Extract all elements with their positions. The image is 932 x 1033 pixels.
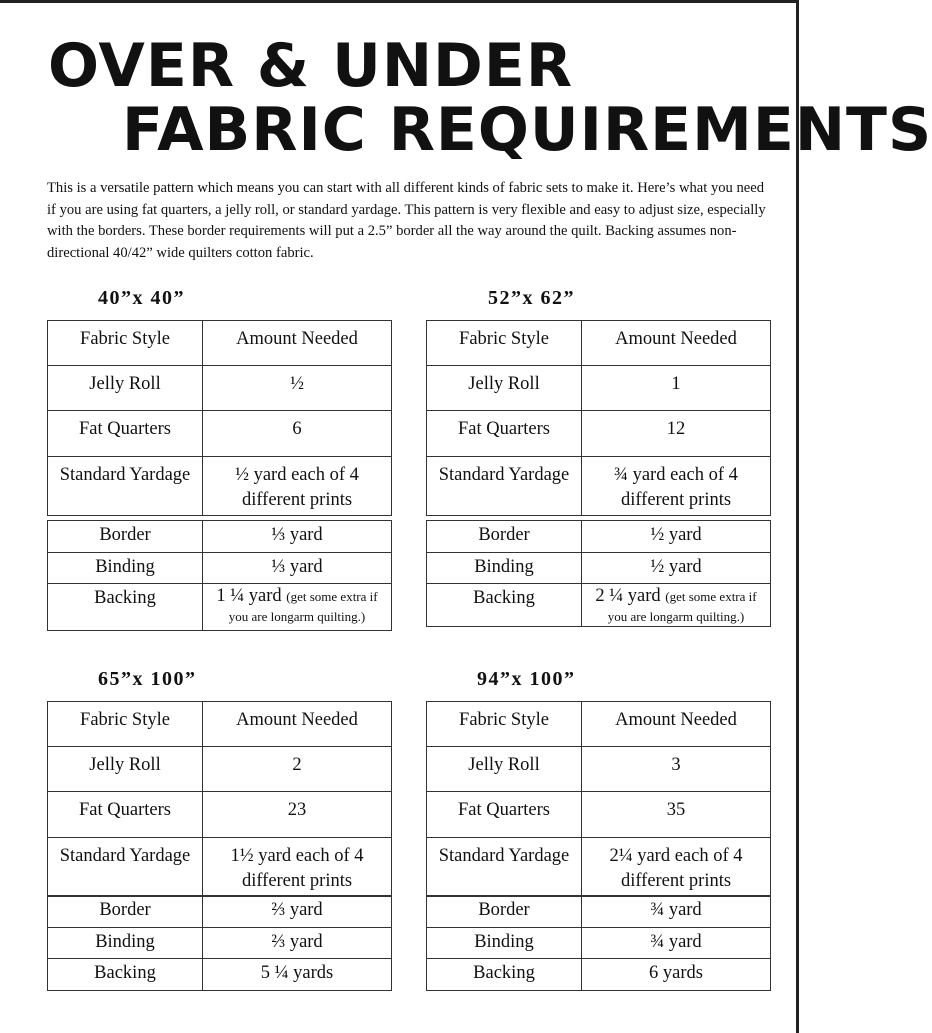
fabric-style-cell: Jelly Roll xyxy=(48,747,203,792)
fabric-requirements-table xyxy=(426,701,771,897)
fabric-style-cell: Jelly Roll xyxy=(48,366,203,411)
amount-cell xyxy=(582,896,771,928)
amount-value: ½ yard xyxy=(650,557,702,577)
table-row xyxy=(48,792,392,838)
table-row xyxy=(48,896,392,928)
amount-cell: 2 xyxy=(203,747,392,792)
table-row xyxy=(427,411,771,457)
amount-cell xyxy=(582,959,771,991)
amount-cell xyxy=(582,521,771,553)
fabric-style-cell: Standard Yardage xyxy=(427,838,582,897)
amount-cell xyxy=(582,584,771,627)
fabric-style-cell: Fat Quarters xyxy=(427,411,582,457)
amount-cell xyxy=(203,553,392,584)
table-row xyxy=(427,584,771,627)
column-header-fabric-style: Fabric Style xyxy=(48,321,203,366)
column-header-amount-needed: Amount Needed xyxy=(582,702,771,747)
amount-value: ½ yard xyxy=(650,525,702,545)
finishing-requirements-table xyxy=(47,520,392,631)
amount-cell: ¾ yard each of 4 different prints xyxy=(582,457,771,516)
fabric-style-cell: Jelly Roll xyxy=(427,366,582,411)
page-title-line-1: OVER & UNDER xyxy=(48,31,574,101)
header-row xyxy=(427,321,771,366)
amount-cell xyxy=(203,928,392,959)
finishing-item-cell: Border xyxy=(48,896,203,928)
amount-cell xyxy=(203,584,392,631)
fabric-style-cell: Standard Yardage xyxy=(427,457,582,516)
fabric-style-cell: Fat Quarters xyxy=(48,792,203,838)
table-row xyxy=(48,553,392,584)
table-row xyxy=(427,521,771,553)
column-header-fabric-style: Fabric Style xyxy=(48,702,203,747)
column-header-amount-needed: Amount Needed xyxy=(203,321,392,366)
table-row xyxy=(427,838,771,897)
table-row xyxy=(427,747,771,792)
header-row xyxy=(48,702,392,747)
amount-cell: 1½ yard each of 4 different prints xyxy=(203,838,392,897)
fabric-style-cell: Fat Quarters xyxy=(427,792,582,838)
fabric-requirements-table xyxy=(426,320,771,516)
amount-cell: 1 xyxy=(582,366,771,411)
table-row xyxy=(48,366,392,411)
amount-cell: 35 xyxy=(582,792,771,838)
amount-value: 5 ¼ yards xyxy=(260,963,334,983)
longarm-note: (get some extra if you are longarm quilting.) xyxy=(228,589,378,624)
amount-cell xyxy=(203,896,392,928)
finishing-requirements-table xyxy=(426,520,771,627)
header-row xyxy=(48,321,392,366)
finishing-item-cell: Border xyxy=(427,896,582,928)
column-header-amount-needed: Amount Needed xyxy=(203,702,392,747)
finishing-item-cell: Border xyxy=(48,521,203,553)
table-row xyxy=(48,584,392,631)
amount-cell: 12 xyxy=(582,411,771,457)
amount-cell: 2¼ yard each of 4 different prints xyxy=(582,838,771,897)
amount-cell: 3 xyxy=(582,747,771,792)
amount-value: 2 ¼ yard xyxy=(595,586,661,606)
amount-value: ⅓ yard xyxy=(271,525,323,545)
intro-paragraph: This is a versatile pattern which means you can start with all different kinds of fabric sets to make it. Here’s what you need if you are using fat quarters, a jelly roll, or standard yardage. This pattern is very flexible and easy to adjust size, especially with the borders. These border requirements will put a 2.5” border all the way around the quilt. Backing assumes non-directional 40/42” wide quilters cotton fabric. xyxy=(47,180,766,261)
amount-value: ⅓ yard xyxy=(271,557,323,577)
column-header-fabric-style: Fabric Style xyxy=(427,702,582,747)
fabric-style-cell: Fat Quarters xyxy=(48,411,203,457)
table-row xyxy=(48,457,392,516)
amount-cell xyxy=(582,553,771,584)
fabric-style-cell: Standard Yardage xyxy=(48,457,203,516)
fabric-style-cell: Jelly Roll xyxy=(427,747,582,792)
table-row xyxy=(427,457,771,516)
table-row xyxy=(48,747,392,792)
finishing-item-cell: Border xyxy=(427,521,582,553)
table-row xyxy=(48,928,392,959)
longarm-note: (get some extra if you are longarm quilting.) xyxy=(607,589,757,624)
size-heading: 40”x 40” xyxy=(98,287,185,309)
amount-value: ¾ yard xyxy=(650,932,702,952)
size-heading: 65”x 100” xyxy=(98,668,197,690)
fabric-requirements-table xyxy=(47,701,392,897)
table-row xyxy=(48,838,392,897)
table-row xyxy=(427,959,771,991)
table-row xyxy=(427,366,771,411)
amount-cell: ½ xyxy=(203,366,392,411)
amount-cell xyxy=(582,928,771,959)
table-row xyxy=(48,959,392,991)
finishing-item-cell: Backing xyxy=(427,584,582,627)
page-title-line-2: FABRIC REQUIREMENTS xyxy=(122,95,932,165)
table-row xyxy=(48,411,392,457)
table-row xyxy=(48,521,392,553)
table-row xyxy=(427,896,771,928)
amount-value: 6 yards xyxy=(649,963,703,983)
table-row xyxy=(427,553,771,584)
amount-cell: ½ yard each of 4 different prints xyxy=(203,457,392,516)
amount-value: 1 ¼ yard xyxy=(216,586,282,606)
size-heading: 52”x 62” xyxy=(488,287,575,309)
amount-value: ⅔ yard xyxy=(271,932,323,952)
finishing-item-cell: Binding xyxy=(48,928,203,959)
fabric-style-cell: Standard Yardage xyxy=(48,838,203,897)
column-header-amount-needed: Amount Needed xyxy=(582,321,771,366)
amount-value: ⅔ yard xyxy=(271,900,323,920)
fabric-requirements-table xyxy=(47,320,392,516)
amount-cell xyxy=(203,959,392,991)
column-header-fabric-style: Fabric Style xyxy=(427,321,582,366)
finishing-item-cell: Binding xyxy=(427,928,582,959)
size-heading: 94”x 100” xyxy=(477,668,576,690)
finishing-item-cell: Backing xyxy=(48,584,203,631)
header-row xyxy=(427,702,771,747)
amount-cell xyxy=(203,521,392,553)
finishing-item-cell: Backing xyxy=(427,959,582,991)
table-row xyxy=(427,792,771,838)
finishing-item-cell: Backing xyxy=(48,959,203,991)
finishing-requirements-table xyxy=(47,895,392,991)
amount-cell: 6 xyxy=(203,411,392,457)
table-row xyxy=(427,928,771,959)
finishing-item-cell: Binding xyxy=(427,553,582,584)
amount-value: ¾ yard xyxy=(650,900,702,920)
amount-cell: 23 xyxy=(203,792,392,838)
finishing-requirements-table xyxy=(426,895,771,991)
finishing-item-cell: Binding xyxy=(48,553,203,584)
